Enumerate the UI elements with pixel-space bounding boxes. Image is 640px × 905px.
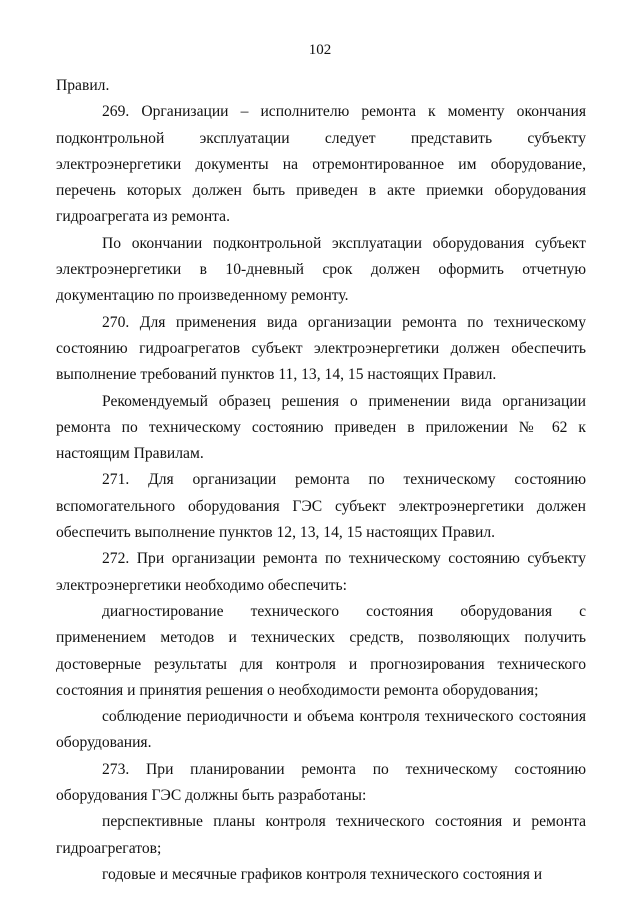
list-item-diagnostics: диагностирование технического состояния оборудования с применением методов и технических средств, позволяющих получить достоверные результаты для контроля и прогнозирования технического состояния и принятия решения о необходимости ремонта оборудования; [56, 602, 586, 699]
paragraph-269: 269. Организации – исполнителю ремонта к моменту окончания подконтрольной эксплуатации следует представить субъекту электроэнергетики документы на отремонтированное им оборудование, перечень которых должен быть приведен в акте приемки оборудования гидроагрегата из ремонта. [56, 103, 586, 226]
paragraph-273: 273. При планировании ремонта по техническому состоянию оборудования ГЭС должны быть разработаны: [56, 760, 586, 805]
list-item-plans: перспективные планы контроля технического состояния и ремонта гидроагрегатов; [56, 813, 586, 857]
list-item-schedules: годовые и месячные графиков контроля технического состояния и [102, 865, 543, 883]
paragraph-continuation: Правил. [56, 77, 110, 94]
list-item-periodicity: соблюдение периодичности и объема контроля технического состояния оборудования. [56, 708, 586, 752]
body-text [56, 73, 586, 888]
paragraph-271: 271. Для организации ремонта по техническому состоянию вспомогательного оборудования ГЭС субъект электроэнергетики должен обеспечить выполнение пунктов 12, 13, 14, 15 настоящих Правил. [56, 471, 586, 542]
paragraph-270: 270. Для применения вида организации ремонта по техническому состоянию гидроагрегатов субъект электроэнергетики должен обеспечить выполнение требований пунктов 11, 13, 14, 15 настоящих Правил. [56, 313, 586, 384]
paragraph-270-cont: Рекомендуемый образец решения о применении вида организации ремонта по техническому состоянию приведен в приложении № 62 к настоящим Правилам. [56, 392, 586, 463]
paragraph-272: 272. При организации ремонта по техническому состоянию субъекту электроэнергетики необходимо обеспечить: [56, 550, 586, 594]
page-number: 102 [308, 42, 332, 58]
paragraph-269-cont: По окончании подконтрольной эксплуатации оборудования субъект электроэнергетики в 10-дневный срок должен оформить отчетную документацию по произведенному ремонту. [56, 234, 586, 305]
